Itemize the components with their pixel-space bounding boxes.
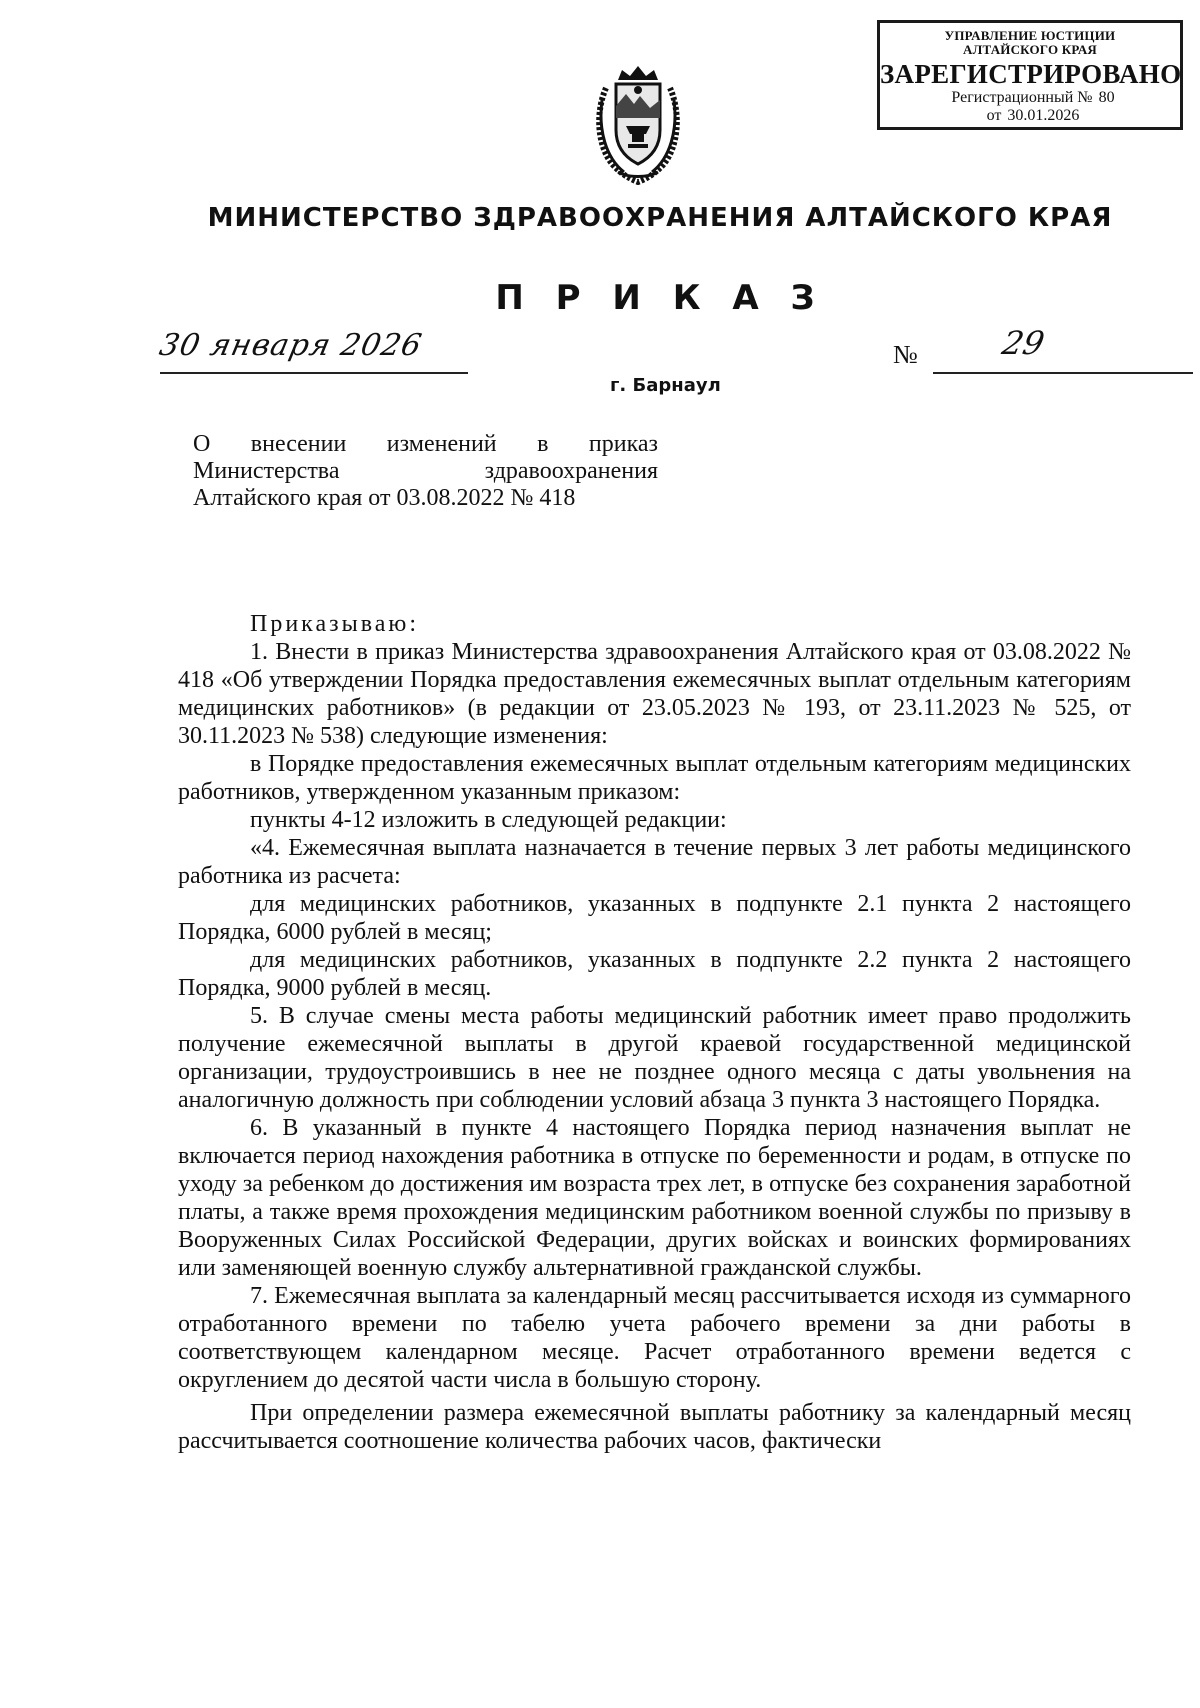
paragraph-9: 7. Ежемесячная выплата за календарный месяц рассчитывается исходя из суммарного отработанного времени по табелю учета рабочего времени за дни работы в соответствующем календарном месяце. Расчет отработанного времени ведется с округлением до десятой части числа в большую сторону. [178, 1283, 1131, 1393]
paragraph-7: 5. В случае смены места работы медицинский работник имеет право продолжить получение ежемесячной выплаты в другой краевой государственной медицинской организации, трудоустроившись в нее не позднее одного месяца с даты увольнения на аналогичную должность при соблюдении условий абзаца 3 пункта 3 настоящего Порядка. [178, 1003, 1131, 1113]
paragraph-4: «4. Ежемесячная выплата назначается в течение первых 3 лет работы медицинского работника из расчета: [178, 835, 1131, 889]
paragraph-5: для медицинских работников, указанных в подпункте 2.1 пункта 2 настоящего Порядка, 6000 рублей в месяц; [178, 891, 1131, 945]
stamp-reg-label: Регистрационный № [951, 89, 1093, 106]
paragraph-1: 1. Внести в приказ Министерства здравоохранения Алтайского края от 03.08.2022 № 418 «Об утверждении Порядка предоставления ежемесячных выплат отдельным категориям медицинских работников» (в редакции от 23.05.2023 № 193, от 23.11.2023 № 525, от 30.11.2023 № 538) следующие изменения: [178, 639, 1131, 749]
order-subject [193, 431, 658, 512]
paragraph-10: При определении размера ежемесячной выплаты работнику за календарный месяц рассчитывается соотношение количества рабочих часов, фактически [178, 1400, 1131, 1454]
handwritten-number: 29 [998, 324, 1048, 362]
subject-line-1: О внесении изменений в приказ [193, 431, 658, 457]
subject-line-3: Алтайского края от 03.08.2022 № 418 [193, 485, 576, 511]
paragraph-2: в Порядке предоставления ежемесячных выплат отдельным категориям медицинских работников, утвержденном указанным приказом: [178, 751, 1131, 805]
paragraph-8: 6. В указанный в пункте 4 настоящего Порядка период назначения выплат не включается период нахождения работника в отпуске по беременности и родам, в отпуске по уходу за ребенком до достижения им возраста трех лет, в отпуске без сохранения заработной платы, а также время прохождения медицинским работником военной службы по призыву в Вооруженных Силах Российской Федерации, других войсках и воинских формированиях или заменяющей военную службу альтернативной гражданской службы. [178, 1115, 1131, 1281]
ministry-name: МИНИСТЕРСТВО ЗДРАВООХРАНЕНИЯ АЛТАЙСКОГО КРАЯ [207, 203, 1113, 233]
coat-of-arms-emblem [588, 60, 688, 185]
stamp-status: ЗАРЕГИСТРИРОВАНО [880, 59, 1182, 89]
stamp-department [880, 29, 1180, 57]
subject-line-2: Министерства здравоохранения [193, 458, 658, 484]
order-number-field [893, 324, 1193, 380]
handwritten-date-field [156, 328, 470, 378]
stamp-region-line: АЛТАЙСКОГО КРАЯ [963, 42, 1097, 57]
stamp-reg-number [880, 89, 1180, 107]
number-underline [933, 372, 1193, 374]
document-type-title: П Р И К А З [495, 278, 825, 318]
paragraph-6: для медицинских работников, указанных в подпункте 2.2 пункта 2 настоящего Порядка, 9000 рублей в месяц. [178, 947, 1131, 1001]
order-body [178, 610, 1131, 1455]
city-name: г. Барнаул [610, 375, 721, 396]
number-sign: № [893, 340, 918, 369]
handwritten-date: 30 января 2026 [156, 328, 426, 363]
stamp-reg-value: 80 [1098, 89, 1115, 106]
stamp-date-label: от [986, 107, 1002, 124]
date-underline [160, 372, 468, 374]
stamp-date [880, 107, 1180, 125]
paragraph-3: пункты 4-12 изложить в следующей редакции: [250, 807, 727, 833]
order-directive: Приказываю: [250, 611, 419, 637]
stamp-department-line: УПРАВЛЕНИЕ ЮСТИЦИИ [944, 28, 1116, 43]
registration-stamp [877, 20, 1183, 130]
stamp-date-value: 30.01.2026 [1007, 107, 1080, 124]
